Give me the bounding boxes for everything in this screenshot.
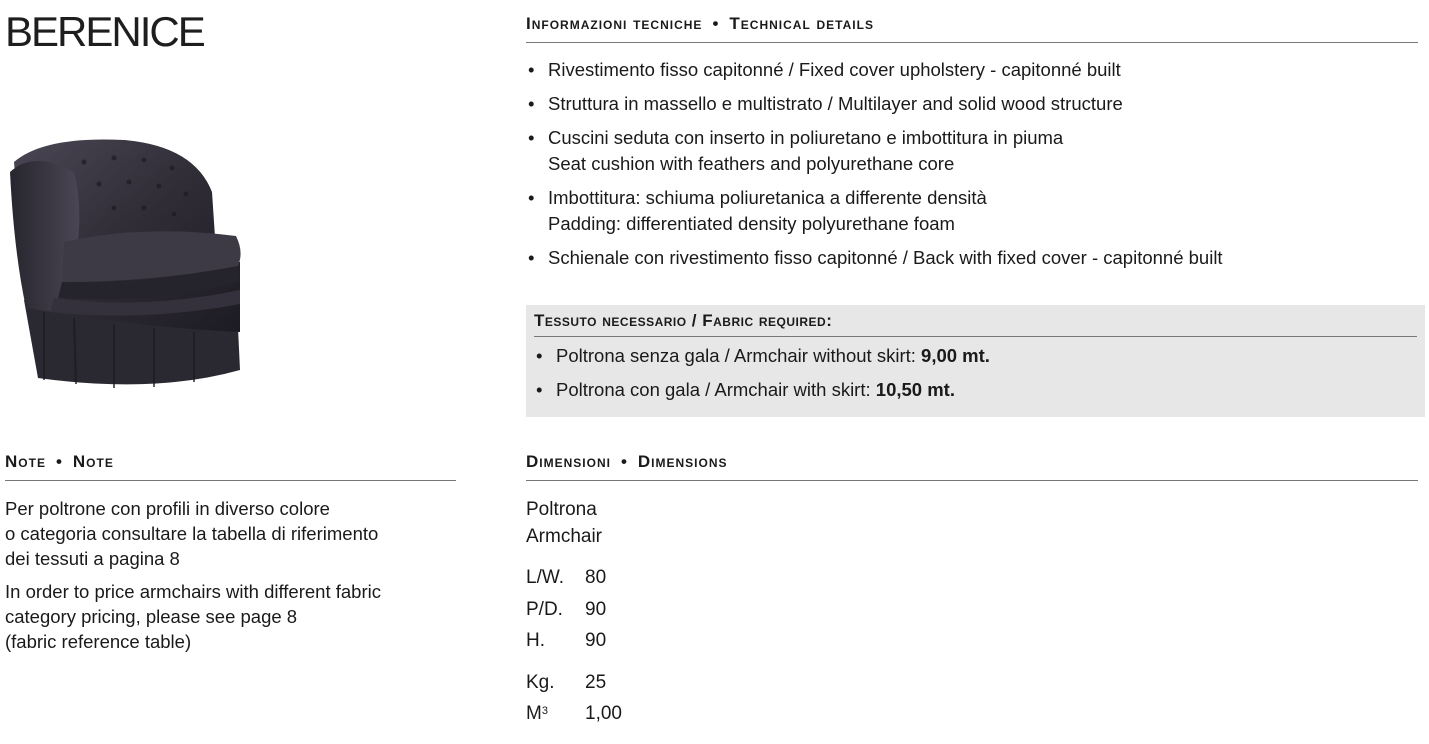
bullet-separator-icon: • <box>712 14 720 33</box>
dimension-row: H. 90 <box>526 630 607 651</box>
list-item: • Poltrona senza gala / Armchair without skirt: 9,00 mt. <box>534 343 1414 369</box>
note-heading: Note • Note <box>5 452 456 481</box>
note-text <box>5 496 445 662</box>
note-english: In order to price armchairs with different fabric category pricing, please see page 8 (fabric reference table) <box>5 581 381 652</box>
list-item: • Cuscini seduta con inserto in poliuretano e imbottitura in piuma Seat cushion with feathers and polyurethane core <box>526 125 1416 177</box>
dimension-name-it: Poltrona <box>526 499 597 520</box>
fabric-required-box <box>526 305 1425 417</box>
list-item: • Imbottitura: schiuma poliuretanica a differente densità Padding: differentiated density polyurethane foam <box>526 185 1416 237</box>
armchair-image <box>4 132 244 394</box>
list-item: • Rivestimento fisso capitonné / Fixed cover upholstery - capitonné built <box>526 57 1416 83</box>
dimensions-table <box>526 562 622 730</box>
weight-row: Kg. 25 <box>526 671 607 693</box>
list-item: • Poltrona con gala / Armchair with skirt: 10,50 mt. <box>534 377 1414 403</box>
dimension-row: L/W. 80 <box>526 567 607 588</box>
bullet-separator-icon: • <box>620 452 628 471</box>
note-italian: Per poltrone con profili in diverso colore o categoria consultare la tabella di riferimento dei tessuti a pagina 8 <box>5 498 379 569</box>
product-title: BERENICE <box>5 8 204 55</box>
dimension-row: P/D. 90 <box>526 598 607 620</box>
fabric-required-list <box>534 343 1414 411</box>
technical-details-heading: Informazioni tecniche • Technical details <box>526 14 1418 43</box>
volume-row: $M^3$ 1,00 <box>526 703 622 724</box>
list-item: • Struttura in massello e multistrato / Multilayer and solid wood structure <box>526 91 1416 117</box>
dimension-name-en: Armchair <box>526 526 603 547</box>
dimensions-heading: Dimensioni • Dimensions <box>526 452 1418 481</box>
bullet-separator-icon: • <box>55 452 63 471</box>
dimensions-block <box>526 496 622 730</box>
list-item: • Schienale con rivestimento fisso capitonné / Back with fixed cover - capitonné built <box>526 245 1416 271</box>
fabric-required-heading: Tessuto necessario / Fabric required: <box>534 311 1417 337</box>
technical-details-list <box>526 57 1416 279</box>
